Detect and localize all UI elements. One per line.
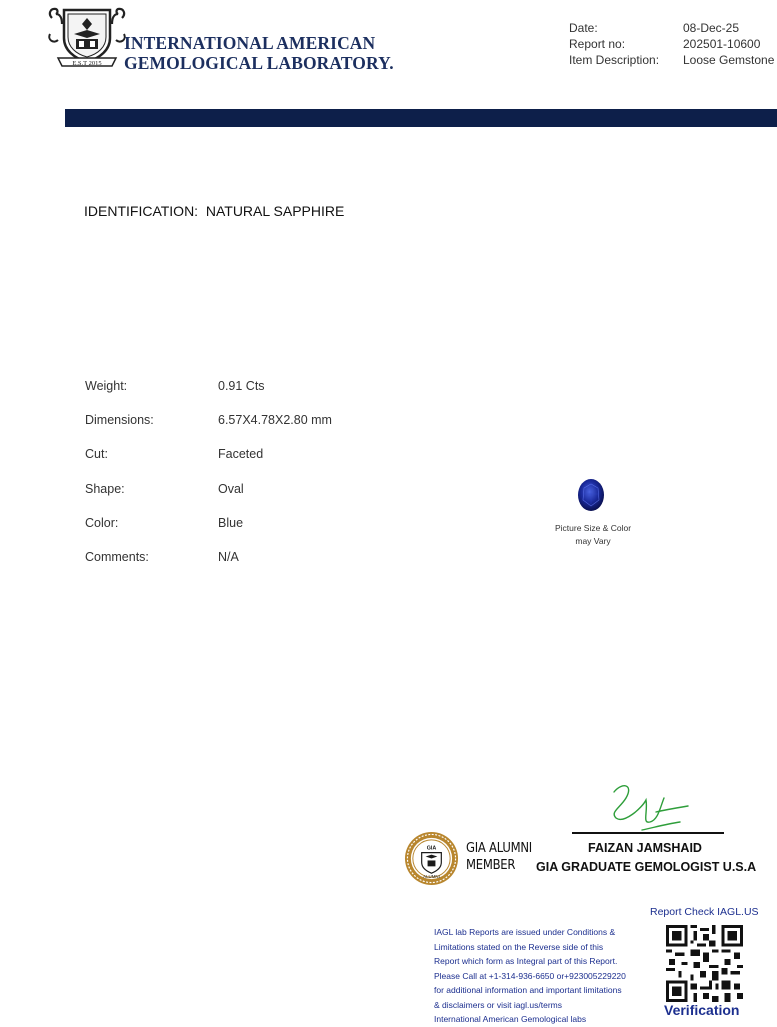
signature-line bbox=[572, 832, 724, 834]
disclaimer-line: Please Call at +1-314-936-6650 or+923005229220 bbox=[434, 970, 626, 981]
meta-report-no-label: Report no: bbox=[569, 37, 626, 51]
meta-date-value: 08-Dec-25 bbox=[683, 21, 740, 35]
disclaimer-line: Report which form as Integral part of this Report. bbox=[434, 956, 618, 966]
property-row-weight bbox=[85, 379, 332, 413]
property-row-dimensions bbox=[85, 413, 332, 447]
property-value: 0.91 Cts bbox=[218, 379, 265, 393]
meta-item-description-row bbox=[569, 52, 774, 68]
property-value: 6.57X4.78X2.80 mm bbox=[218, 413, 332, 428]
qr-code-icon[interactable] bbox=[666, 925, 743, 1002]
meta-date-label: Date: bbox=[569, 21, 598, 35]
property-value: Oval bbox=[218, 481, 244, 496]
meta-item-description-label: Item Description: bbox=[569, 53, 660, 67]
property-row-color bbox=[85, 516, 332, 550]
verification-label[interactable]: Verification bbox=[664, 1002, 740, 1018]
property-label: Cut: bbox=[85, 447, 108, 462]
gia-seal-top-text: GIA bbox=[426, 845, 437, 852]
disclaimer-text bbox=[434, 925, 659, 1027]
header-band bbox=[65, 109, 777, 127]
report-check-link[interactable]: Report Check IAGL.US bbox=[650, 906, 759, 918]
lab-name-line1: INTERNATIONAL AMERICAN bbox=[124, 33, 376, 53]
signatory-name: FAIZAN JAMSHAID bbox=[588, 841, 702, 855]
identification-value: NATURAL SAPPHIRE bbox=[205, 203, 345, 219]
disclaimer-line: for additional information and important limitations bbox=[434, 985, 622, 995]
property-label: Comments: bbox=[85, 549, 149, 564]
gia-seal-bottom-text: ALUMNI bbox=[423, 874, 440, 880]
gia-badge-line2: MEMBER bbox=[466, 857, 516, 873]
property-label: Color: bbox=[85, 515, 119, 530]
disclaimer-line: IAGL lab Reports are issued under Conditions & bbox=[434, 927, 616, 937]
property-row-comments bbox=[85, 550, 332, 584]
disclaimer-line: Limitations stated on the Reverse side of this bbox=[434, 941, 604, 952]
lab-name-line2: GEMOLOGICAL LABORATORY. bbox=[124, 53, 394, 73]
gia-badge-line1: GIA ALUMNI bbox=[466, 840, 532, 856]
property-row-shape bbox=[85, 482, 332, 516]
meta-report-no-value: 202501-10600 bbox=[683, 37, 761, 51]
identification bbox=[84, 203, 344, 219]
gem-caption bbox=[548, 522, 638, 547]
property-label: Weight: bbox=[85, 379, 128, 393]
lab-crest-logo bbox=[48, 4, 126, 70]
gia-alumni-member-text bbox=[466, 840, 532, 874]
property-value: Faceted bbox=[218, 447, 264, 462]
property-label: Shape: bbox=[85, 481, 125, 496]
gia-alumni-seal-icon bbox=[404, 831, 459, 886]
report-meta bbox=[569, 20, 774, 68]
meta-date-row bbox=[569, 20, 774, 36]
property-row-cut bbox=[85, 447, 332, 481]
meta-report-no-row bbox=[569, 36, 774, 52]
disclaimer-line: & disclaimers or visit iagl.us/terms bbox=[434, 999, 563, 1010]
property-value: Blue bbox=[218, 515, 244, 530]
gem-caption-line2: may Vary bbox=[575, 535, 611, 546]
lab-name bbox=[124, 33, 394, 73]
property-value: N/A bbox=[218, 549, 239, 564]
gem-caption-line1: Picture Size & Color bbox=[554, 523, 632, 533]
identification-label: IDENTIFICATION: bbox=[84, 203, 199, 219]
disclaimer-line: International American Gemological labs bbox=[434, 1014, 587, 1024]
crest-est-text: E.S.T 2015 bbox=[72, 60, 102, 67]
gem-properties bbox=[85, 379, 332, 584]
meta-item-description-value: Loose Gemstone bbox=[683, 53, 775, 67]
signatory-title: GIA GRADUATE GEMOLOGIST U.S.A bbox=[536, 860, 757, 874]
handwritten-signature bbox=[602, 778, 692, 834]
oval-sapphire-icon bbox=[577, 478, 605, 512]
property-label: Dimensions: bbox=[85, 413, 154, 428]
